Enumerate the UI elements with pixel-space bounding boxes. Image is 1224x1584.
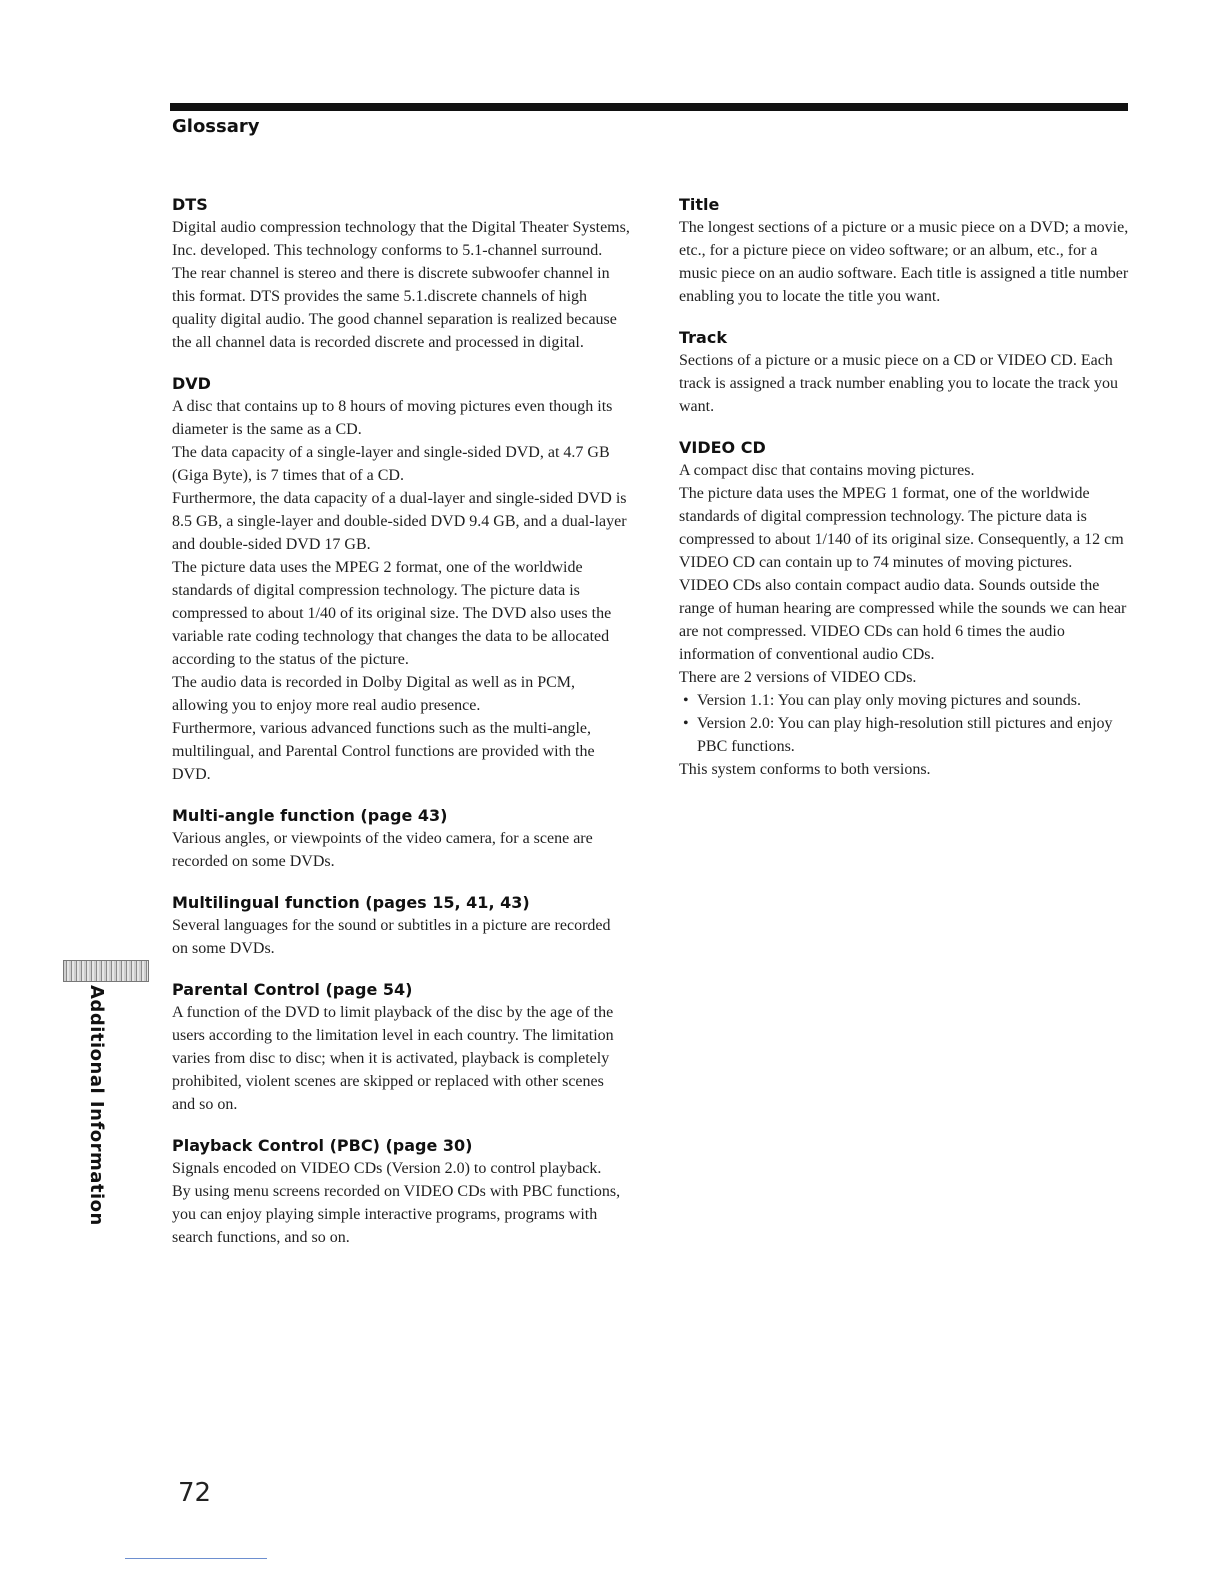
glossary-entry-video-cd bbox=[679, 437, 1129, 781]
left-column bbox=[172, 194, 630, 1268]
term-heading: Playback Control (PBC) (page 30) bbox=[172, 1136, 473, 1155]
section-tab-marker bbox=[63, 960, 149, 982]
definition-paragraph: Sections of a picture or a music piece on a CD or VIDEO CD. Each track is assigned a track number enabling you to locate the track you want. bbox=[679, 352, 1118, 415]
definition-paragraph: This system conforms to both versions. bbox=[679, 761, 931, 778]
term-heading: DTS bbox=[172, 195, 208, 214]
glossary-entry-multilingual bbox=[172, 892, 630, 960]
definition-paragraph: Signals encoded on VIDEO CDs (Version 2.0) to control playback. bbox=[172, 1160, 602, 1177]
definition-paragraph: The picture data uses the MPEG 2 format, one of the worldwide standards of digital compression technology. The picture data is compressed to about 1/40 of its original size. The DVD also uses the variable rate coding technology that changes the data to be allocated according to the status of the picture. bbox=[172, 559, 612, 668]
term-heading: DVD bbox=[172, 374, 211, 393]
list-item: • Version 2.0: You can play high-resolution still pictures and enjoy PBC functions. bbox=[679, 712, 1129, 758]
header-rule bbox=[170, 103, 1128, 111]
definition-paragraph: A compact disc that contains moving pictures. bbox=[679, 462, 975, 479]
page-number: 72 bbox=[178, 1478, 212, 1508]
section-title: Glossary bbox=[172, 116, 260, 137]
glossary-entry-pbc bbox=[172, 1135, 630, 1249]
definition-paragraph: By using menu screens recorded on VIDEO CDs with PBC functions, you can enjoy playing simple interactive programs, programs with search functions, and so on. bbox=[172, 1183, 621, 1246]
definition-paragraph: Various angles, or viewpoints of the video camera, for a scene are recorded on some DVDs. bbox=[172, 830, 593, 870]
footer-rule bbox=[125, 1558, 267, 1559]
right-column bbox=[679, 194, 1129, 800]
definition-paragraph: A function of the DVD to limit playback of the disc by the age of the users according to the limitation level in each country. The limitation varies from disc to disc; when it is activated, playback is completely prohibited, violent scenes are skipped or replaced with other scenes and so on. bbox=[172, 1004, 614, 1113]
glossary-entry-track bbox=[679, 327, 1129, 418]
definition-paragraph: The longest sections of a picture or a music piece on a DVD; a movie, etc., for a picture piece on video software; or an album, etc., for a music piece on an audio software. Each title is assigned a title number enabling you to locate the title you want. bbox=[679, 219, 1129, 305]
definition-paragraph: Furthermore, the data capacity of a dual-layer and single-sided DVD is 8.5 GB, a single-layer and double-sided DVD 9.4 GB, and a dual-layer and double-sided DVD 17 GB. bbox=[172, 490, 627, 553]
side-section-label: Additional Information bbox=[86, 985, 107, 1226]
definition-paragraph: The picture data uses the MPEG 1 format, one of the worldwide standards of digital compression technology. The picture data is compressed to about 1/140 of its original size. Consequently, a 12 cm VIDEO CD can contain up to 74 minutes of moving pictures. bbox=[679, 485, 1124, 571]
definition-paragraph: VIDEO CDs also contain compact audio data. Sounds outside the range of human hearing are compressed while the sounds we can hear are not compressed. VIDEO CDs can hold 6 times the audio information of conventional audio CDs. bbox=[679, 577, 1127, 663]
term-heading: Multi-angle function (page 43) bbox=[172, 806, 448, 825]
glossary-entry-title bbox=[679, 194, 1129, 308]
glossary-entry-multi-angle bbox=[172, 805, 630, 873]
term-heading: VIDEO CD bbox=[679, 438, 766, 457]
definition-paragraph: The audio data is recorded in Dolby Digital as well as in PCM, allowing you to enjoy more real audio presence. bbox=[172, 674, 576, 714]
term-heading: Multilingual function (pages 15, 41, 43) bbox=[172, 893, 530, 912]
term-heading: Track bbox=[679, 328, 727, 347]
list-item: • Version 1.1: You can play only moving pictures and sounds. bbox=[679, 689, 1129, 712]
version-list bbox=[679, 689, 1129, 758]
term-heading: Parental Control (page 54) bbox=[172, 980, 413, 999]
definition-paragraph: A disc that contains up to 8 hours of moving pictures even though its diameter is the same as a CD. bbox=[172, 398, 613, 438]
term-heading: Title bbox=[679, 195, 720, 214]
definition-paragraph: The data capacity of a single-layer and single-sided DVD, at 4.7 GB (Giga Byte), is 7 times that of a CD. bbox=[172, 444, 610, 484]
definition-paragraph: Furthermore, various advanced functions such as the multi-angle, multilingual, and Parental Control functions are provided with the DVD. bbox=[172, 720, 595, 783]
definition-paragraph: Several languages for the sound or subtitles in a picture are recorded on some DVDs. bbox=[172, 917, 611, 957]
definition-paragraph: Digital audio compression technology that the Digital Theater Systems, Inc. developed. This technology conforms to 5.1-channel surround. The rear channel is stereo and there is discrete subwoofer channel in this format. DTS provides the same 5.1.discrete channels of high quality digital audio. The good channel separation is realized because the all channel data is recorded discrete and processed in digital. bbox=[172, 219, 630, 351]
glossary-entry-dvd bbox=[172, 373, 630, 786]
glossary-entry-parental-control bbox=[172, 979, 630, 1116]
glossary-entry-dts bbox=[172, 194, 630, 354]
definition-paragraph: There are 2 versions of VIDEO CDs. bbox=[679, 669, 917, 686]
